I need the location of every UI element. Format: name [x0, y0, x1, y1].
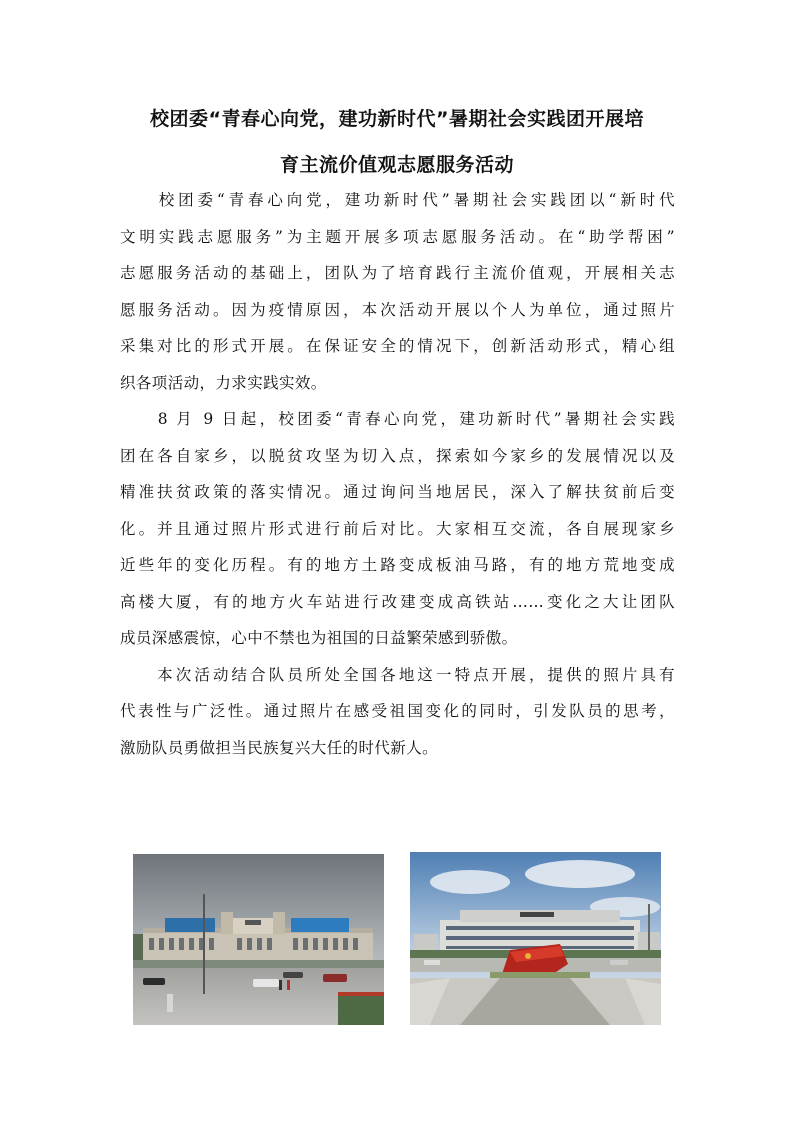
title-line-1: 校团委“青春心向党，建功新时代”暑期社会实践团开展培: [150, 108, 644, 130]
paragraph-line: 团在各自家乡，以脱贫攻坚为切入点，探索如今家乡的发展情况以及: [120, 446, 675, 465]
paragraph-3: [120, 657, 675, 767]
paragraph-line: 激励队员勇做担当民族复兴大任的时代新人。: [120, 738, 439, 757]
paragraph-line: 化。并且通过照片形式进行前后对比。大家相互交流，各自展现家乡: [120, 519, 675, 538]
photo-new-station: [410, 852, 661, 1025]
paragraph-line: 精准扶贫政策的落实情况。通过询问当地居民，深入了解扶贫前后变: [120, 483, 675, 501]
paragraph-line: 本次活动结合队员所处全国各地这一特点开展，提供的照片具有: [120, 665, 675, 684]
paragraph-line: 校团委“青春心向党，建功新时代”暑期社会实践团以“新时代: [120, 191, 675, 209]
paragraph-line: 织各项活动，力求实践实效。: [120, 373, 327, 392]
paragraph-line: 成员深感震惊，心中不禁也为祖国的日益繁荣感到骄傲。: [120, 629, 518, 647]
paragraph-1: [120, 182, 675, 401]
paragraph-line: 高楼大厦，有的地方火车站进行改建变成高铁站……变化之大让团队: [120, 592, 675, 611]
paragraph-line: 愿服务活动。因为疫情原因，本次活动开展以个人为单位，通过照片: [120, 300, 675, 319]
paragraph-line: 代表性与广泛性。通过照片在感受祖国变化的同时，引发队员的思考，: [120, 702, 675, 720]
paragraph-line: 志愿服务活动的基础上，团队为了培育践行主流价值观，开展相关志: [120, 264, 675, 282]
title-line-2: 育主流价值观志愿服务活动: [279, 154, 514, 176]
document-body: [120, 182, 675, 766]
document-title: [112, 96, 682, 188]
paragraph-line: 文明实践志愿服务”为主题开展多项志愿服务活动。在“助学帮困”: [120, 227, 675, 246]
paragraph-line: 近些年的变化历程。有的地方土路变成板油马路，有的地方荒地变成: [120, 556, 675, 574]
paragraph-line: 采集对比的形式开展。在保证安全的情况下，创新活动形式，精心组: [120, 337, 675, 355]
photo-old-station: [133, 854, 384, 1025]
old-station-image: [133, 854, 384, 1025]
paragraph-2: [120, 401, 675, 657]
new-station-image: [410, 852, 661, 1025]
paragraph-line: 8 月 9 日起，校团委“青春心向党，建功新时代”暑期社会实践: [120, 410, 675, 428]
